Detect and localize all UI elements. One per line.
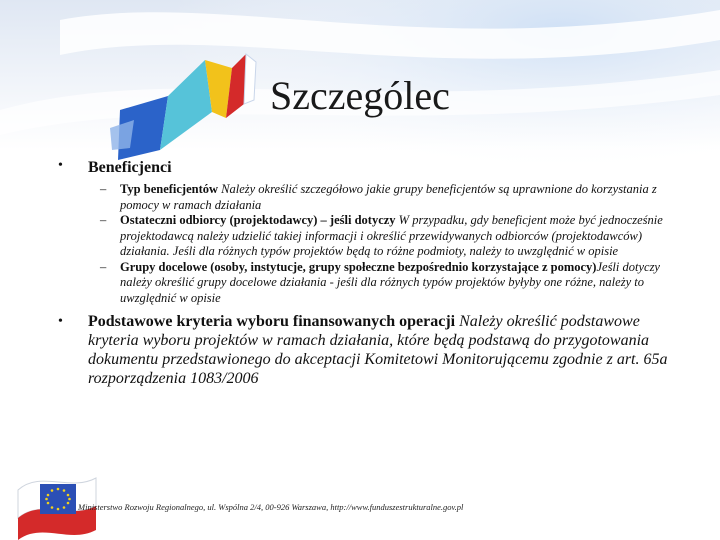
bullet-bold: Podstawowe kryteria wyboru finansowanych operacji bbox=[88, 313, 456, 330]
sub-item-grupy-docelowe bbox=[88, 260, 668, 307]
footer-text: Ministerstwo Rozwoju Regionalnego, ul. Wspólna 2/4, 00-926 Warszawa, http://www.funduszestrukturalne.gov.pl bbox=[78, 502, 464, 512]
slide-content bbox=[58, 158, 668, 388]
sub-item-typ-beneficjentow bbox=[88, 182, 668, 213]
sub-item-italic: W przypadku, gdy beneficjent może być jednocześnie projektodawcą należy udzielić takiej informacji i określić przewidywanych odbiorców (projektodawców) działania. Jeśli dla różnych typów projektów będą to różne podmioty, należy to uwzględnić w opisie bbox=[120, 213, 663, 258]
slide-title: Szczególec bbox=[270, 73, 450, 118]
dash-icon: – bbox=[100, 259, 107, 274]
bullet-label: Beneficjenci bbox=[88, 159, 172, 176]
sub-item-bold: Grupy docelowe (osoby, instytucje, grupy społeczne bezpośrednio korzystające z pomocy) bbox=[120, 259, 597, 274]
dash-icon: – bbox=[100, 213, 107, 227]
sub-item-italic: Jeśli dotyczy należy określić grupy docelowe działania - jeśli dla różnych typów projektów byłyby one różne, należy to uwzględnić w opisie bbox=[120, 259, 660, 305]
sub-item-italic: Należy określić szczegółowo jakie grupy beneficjentów są uprawnione do korzystania z pomocy w ramach działania bbox=[120, 182, 657, 212]
bullet-icon: • bbox=[58, 158, 63, 173]
sub-list bbox=[88, 182, 668, 306]
bullet-icon: • bbox=[58, 314, 63, 329]
bullet-italic: Należy określić podstawowe kryteria wyboru projektów w ramach działania, które będą podstawą do przygotowania dokumentu przedstawionego do akceptacji Komitetowi Monitorującemu zgodnie z art. 65a rozporządzenia 1083/2006 bbox=[88, 313, 668, 387]
dash-icon: – bbox=[100, 182, 107, 196]
sub-item-bold: Typ beneficjentów bbox=[120, 182, 219, 196]
sub-item-bold: Ostateczni odbiorcy (projektodawcy) – jeśli dotyczy bbox=[120, 213, 396, 227]
bullet-beneficjenci bbox=[58, 158, 668, 306]
sub-item-ostateczni-odbiorcy bbox=[88, 213, 668, 260]
bullet-kryteria bbox=[58, 312, 668, 388]
